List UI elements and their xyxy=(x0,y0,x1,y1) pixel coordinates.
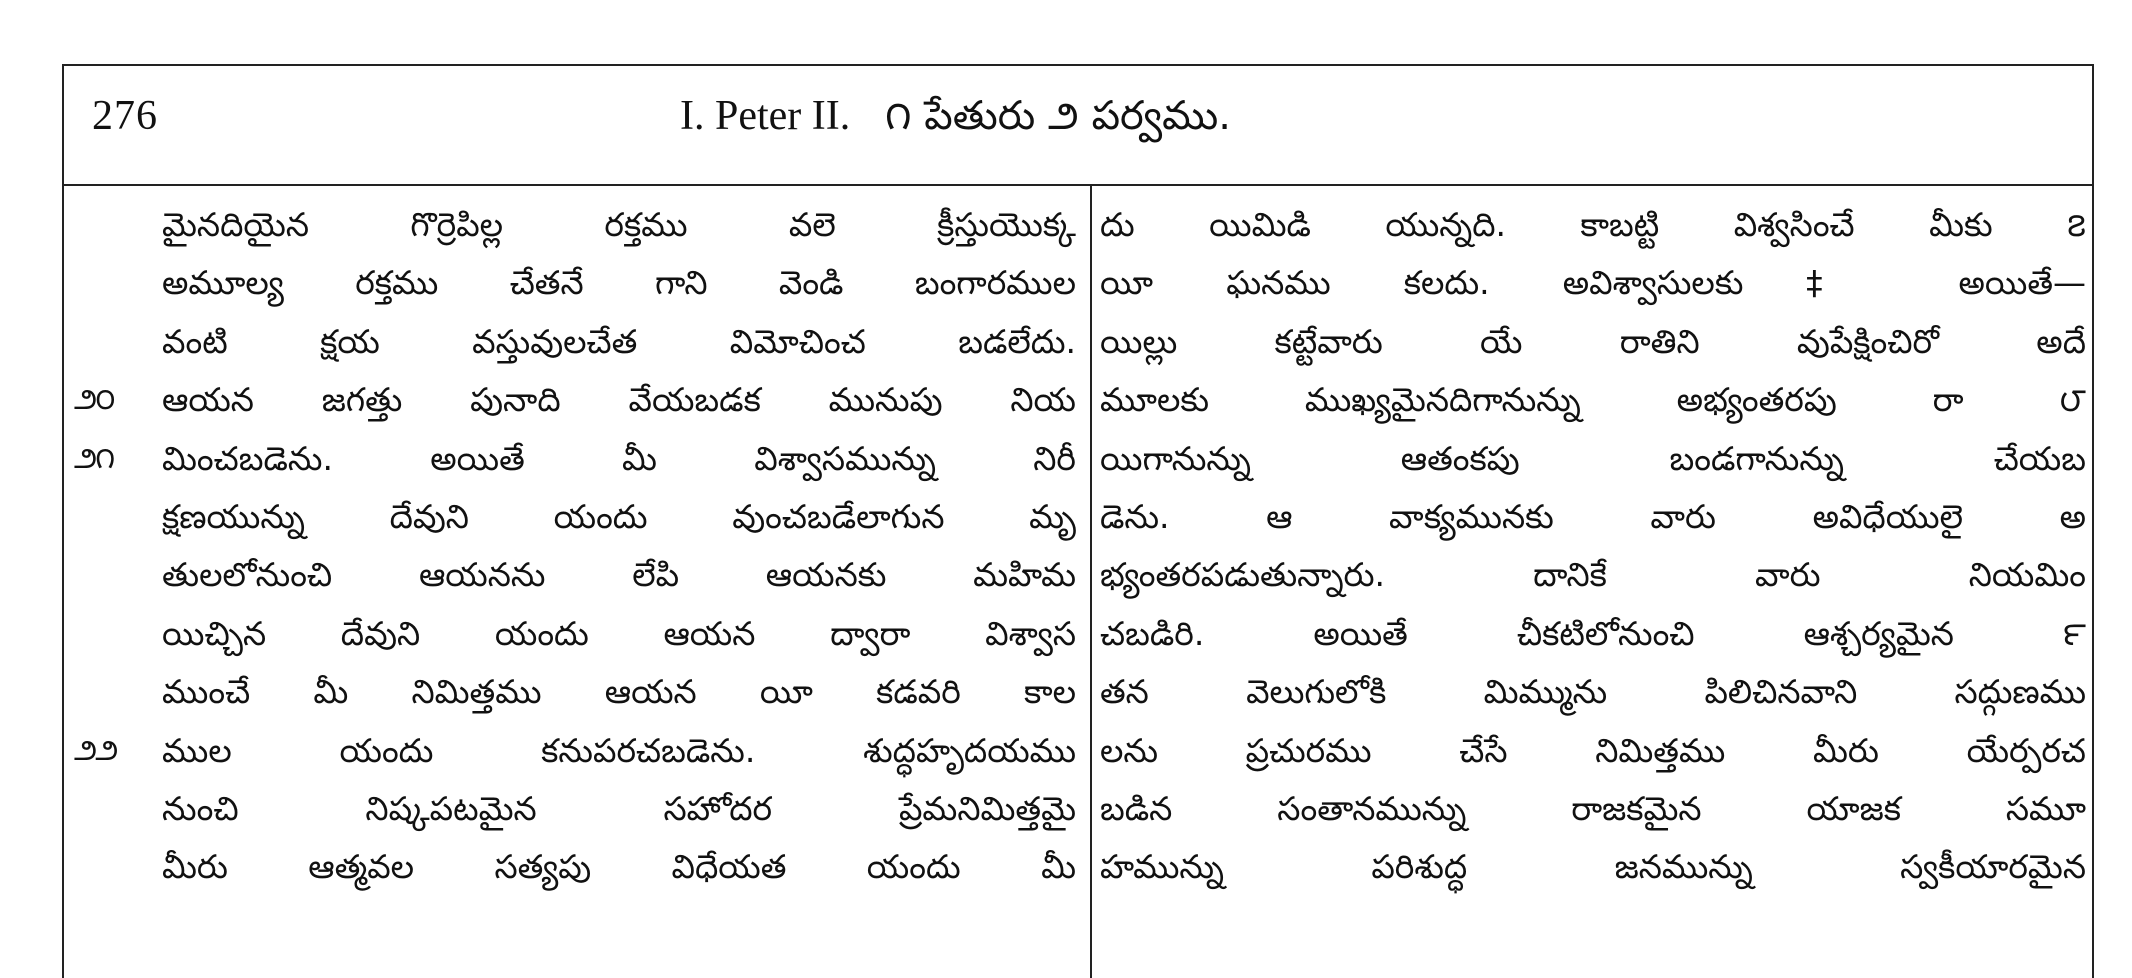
line-text: యీ ఘనము కలదు. అవిశ్వాసులకు‡ అయితే— xyxy=(1100,263,2086,303)
text-line xyxy=(70,313,1082,371)
text-line xyxy=(70,196,1082,254)
text-line xyxy=(70,780,1082,838)
text-line xyxy=(1100,663,2090,721)
column-divider xyxy=(1090,186,1092,978)
line-text: మైనదియైన గొర్రెపిల్ల రక్తము వలె క్రీస్తుయొక్క xyxy=(162,205,1076,244)
verse-number: ౨౦ xyxy=(74,382,114,418)
line-text: భ్యంతరపడుతున్నారు. దానికే వారు నియమిం xyxy=(1100,555,2086,595)
line-text: యిగానున్ను ఆతంకపు బండగానున్ను చేయబ xyxy=(1100,438,2086,478)
text-line xyxy=(1100,838,2090,896)
text-line xyxy=(1100,371,2090,429)
verse-number: ౨౨ xyxy=(74,732,117,768)
line-text: మూలకు ముఖ్యమైనదిగానున్ను అభ్యంతరపు రా ౮ xyxy=(1100,380,2086,420)
text-line xyxy=(1100,722,2090,780)
line-text: డెను. ఆ వాక్యమునకు వారు అవిధేయులై అ xyxy=(1100,496,2086,536)
line-text: యిచ్చిన దేవుని యందు ఆయన ద్వారా విశ్వాస xyxy=(162,613,1076,653)
line-text: తులలోనుంచి ఆయనను లేపి ఆయనకు మహిమ xyxy=(162,555,1076,595)
text-line xyxy=(1100,430,2090,488)
running-head xyxy=(680,92,1580,149)
line-text: చబడిరి. అయితే చీకటిలోనుంచి ఆశ్చర్యమైన ౯ xyxy=(1100,613,2086,653)
text-line xyxy=(70,488,1082,546)
text-line xyxy=(70,605,1082,663)
text-line xyxy=(70,254,1082,312)
left-column xyxy=(70,196,1082,897)
line-text: ఆయన జగత్తు పునాది వేయబడక మునుపు నియ xyxy=(162,380,1076,420)
line-text: ముల యందు కనుపరచబడెను. శుద్ధహృదయము xyxy=(162,730,1076,770)
verse-number: ౨౧ xyxy=(74,440,114,476)
text-line xyxy=(1100,605,2090,663)
text-line xyxy=(1100,254,2090,312)
text-line xyxy=(1100,546,2090,604)
header-rule xyxy=(62,184,2094,186)
running-head-telugu: ౧ పేతురు ౨ పర్వము. xyxy=(884,93,1231,139)
line-text: యిల్లు కట్టేవారు యే రాతిని వుపేక్షించిరో అదే xyxy=(1100,321,2086,361)
line-text: ముంచే మీ నిమిత్తము ఆయన యీ కడవరి కాల xyxy=(162,672,1076,712)
text-line xyxy=(1100,780,2090,838)
page-number: 276 xyxy=(92,93,158,139)
line-text: మించబడెను. అయితే మీ విశ్వాసమున్ను నిరీ xyxy=(162,438,1076,478)
text-line xyxy=(1100,488,2090,546)
text-line xyxy=(1100,196,2090,254)
line-text: మీరు ఆత్మవల సత్యపు విధేయత యందు మీ xyxy=(162,847,1076,887)
frame-top-rule xyxy=(62,64,2094,66)
line-text: లను ప్రచురము చేసే నిమిత్తము మీరు యేర్పరచ xyxy=(1100,730,2086,770)
line-text: దు యిమిడి యున్నది. కాబట్టి విశ్వసించే మీకు ౭ xyxy=(1100,205,2086,244)
frame-left-rule xyxy=(62,64,64,978)
text-line xyxy=(1100,313,2090,371)
text-line xyxy=(70,430,1082,488)
line-text: హమున్ను పరిశుద్ధ జనమున్ను స్వకీయారమైన xyxy=(1100,847,2086,887)
text-line xyxy=(70,371,1082,429)
right-column xyxy=(1100,196,2090,897)
text-line xyxy=(70,838,1082,896)
line-text: నుంచి నిష్కపటమైన సహోదర ప్రేమనిమిత్తమై xyxy=(162,788,1076,828)
line-text: అమూల్య రక్తము చేతనే గాని వెండి బంగారముల xyxy=(162,263,1076,303)
frame-right-rule xyxy=(2092,64,2094,978)
line-text: తన వెలుగులోకి మిమ్మును పిలిచినవాని సద్గుణము xyxy=(1100,672,2086,712)
text-line xyxy=(70,663,1082,721)
text-line xyxy=(70,722,1082,780)
line-text: వంటి క్షయ వస్తువులచేత విమోచించ బడలేదు. xyxy=(162,321,1076,361)
line-text: బడిన సంతానమున్ను రాజకమైన యాజక సమూ xyxy=(1100,788,2086,828)
text-line xyxy=(70,546,1082,604)
line-text: క్షణయున్ను దేవుని యందు వుంచబడేలాగున మృ xyxy=(162,496,1076,536)
running-head-latin: I. Peter II. xyxy=(680,93,851,139)
